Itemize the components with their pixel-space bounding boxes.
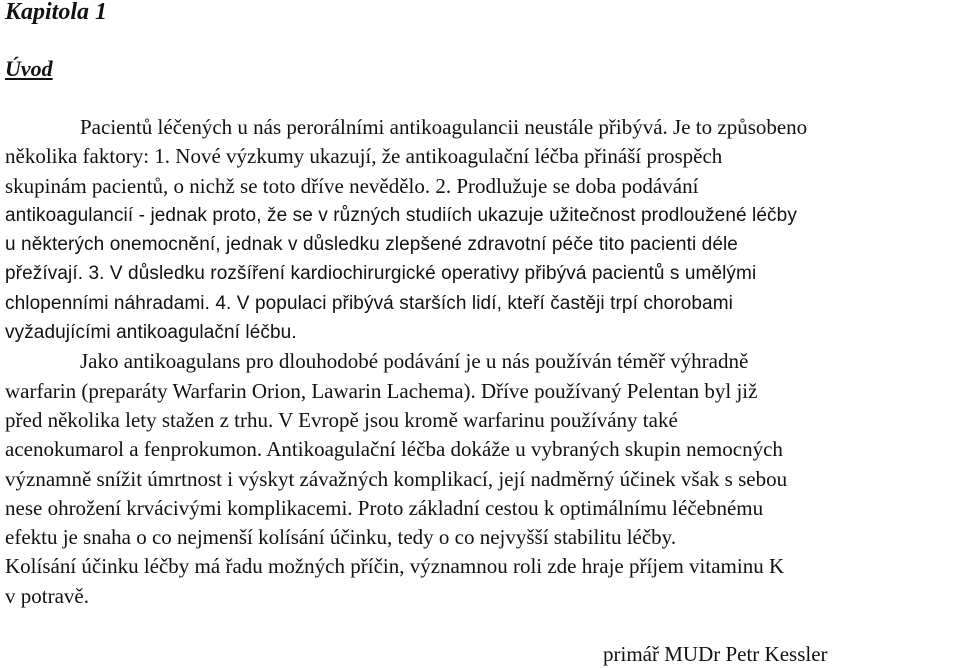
signature: primář MUDr Petr Kessler	[603, 642, 828, 666]
text-line: významně snížit úmrtnost i výskyt závažných komplikací, její nadměrný účinek však s sebou	[5, 466, 788, 491]
text-line: Kolísání účinku léčby má řadu možných příčin, významnou roli zde hraje příjem vitaminu K	[5, 554, 785, 579]
text-line: skupinám pacientů, o nichž se toto dříve nevědělo. 2. Prodlužuje se doba podávání	[5, 173, 699, 198]
text-line: vyžadujícími antikoagulační léčbu.	[5, 322, 297, 344]
section-heading: Úvod	[5, 56, 53, 81]
text-line: přežívají. 3. V důsledku rozšíření kardiochirurgické operativy přibývá pacientů s umělými	[5, 263, 757, 285]
text-line: warfarin (preparáty Warfarin Orion, Lawarin Lachema). Dříve používaný Pelentan byl již	[5, 378, 758, 403]
text-line: několika faktory: 1. Nové výzkumy ukazují, že antikoagulační léčba přináší prospěch	[5, 144, 723, 169]
text-line: nese ohrožení krvácivými komplikacemi. Proto základní cestou k optimálnímu léčebnému	[5, 495, 764, 520]
text-line: antikoagulancií - jednak proto, že se v různých studiích ukazuje užitečnost prodloužené léčby	[5, 204, 797, 226]
text-line: před několika lety stažen z trhu. V Evropě jsou kromě warfarinu používány také	[5, 407, 678, 432]
body-text	[5, 113, 957, 611]
text-line: acenokumarol a fenprokumon. Antikoagulační léčba dokáže u vybraných skupin nemocných	[5, 437, 783, 462]
text-line: u některých onemocnění, jednak v důsledku zlepšené zdravotní péče tito pacienti déle	[5, 234, 738, 256]
text-line: chlopenními náhradami. 4. V populaci přibývá starších lidí, kteří častěji trpí chorobami	[5, 292, 733, 314]
text-line: Jako antikoagulans pro dlouhodobé podávání je u nás používán téměř výhradně	[80, 349, 749, 374]
text-line: v potravě.	[5, 583, 89, 608]
chapter-heading: Kapitola 1	[5, 0, 108, 25]
text-line: Pacientů léčených u nás perorálními antikoagulancii neustále přibývá. Je to způsobeno	[80, 115, 808, 139]
text-line: efektu je snaha o co nejmenší kolísání účinku, tedy o co nejvyšší stabilitu léčby.	[5, 525, 677, 550]
